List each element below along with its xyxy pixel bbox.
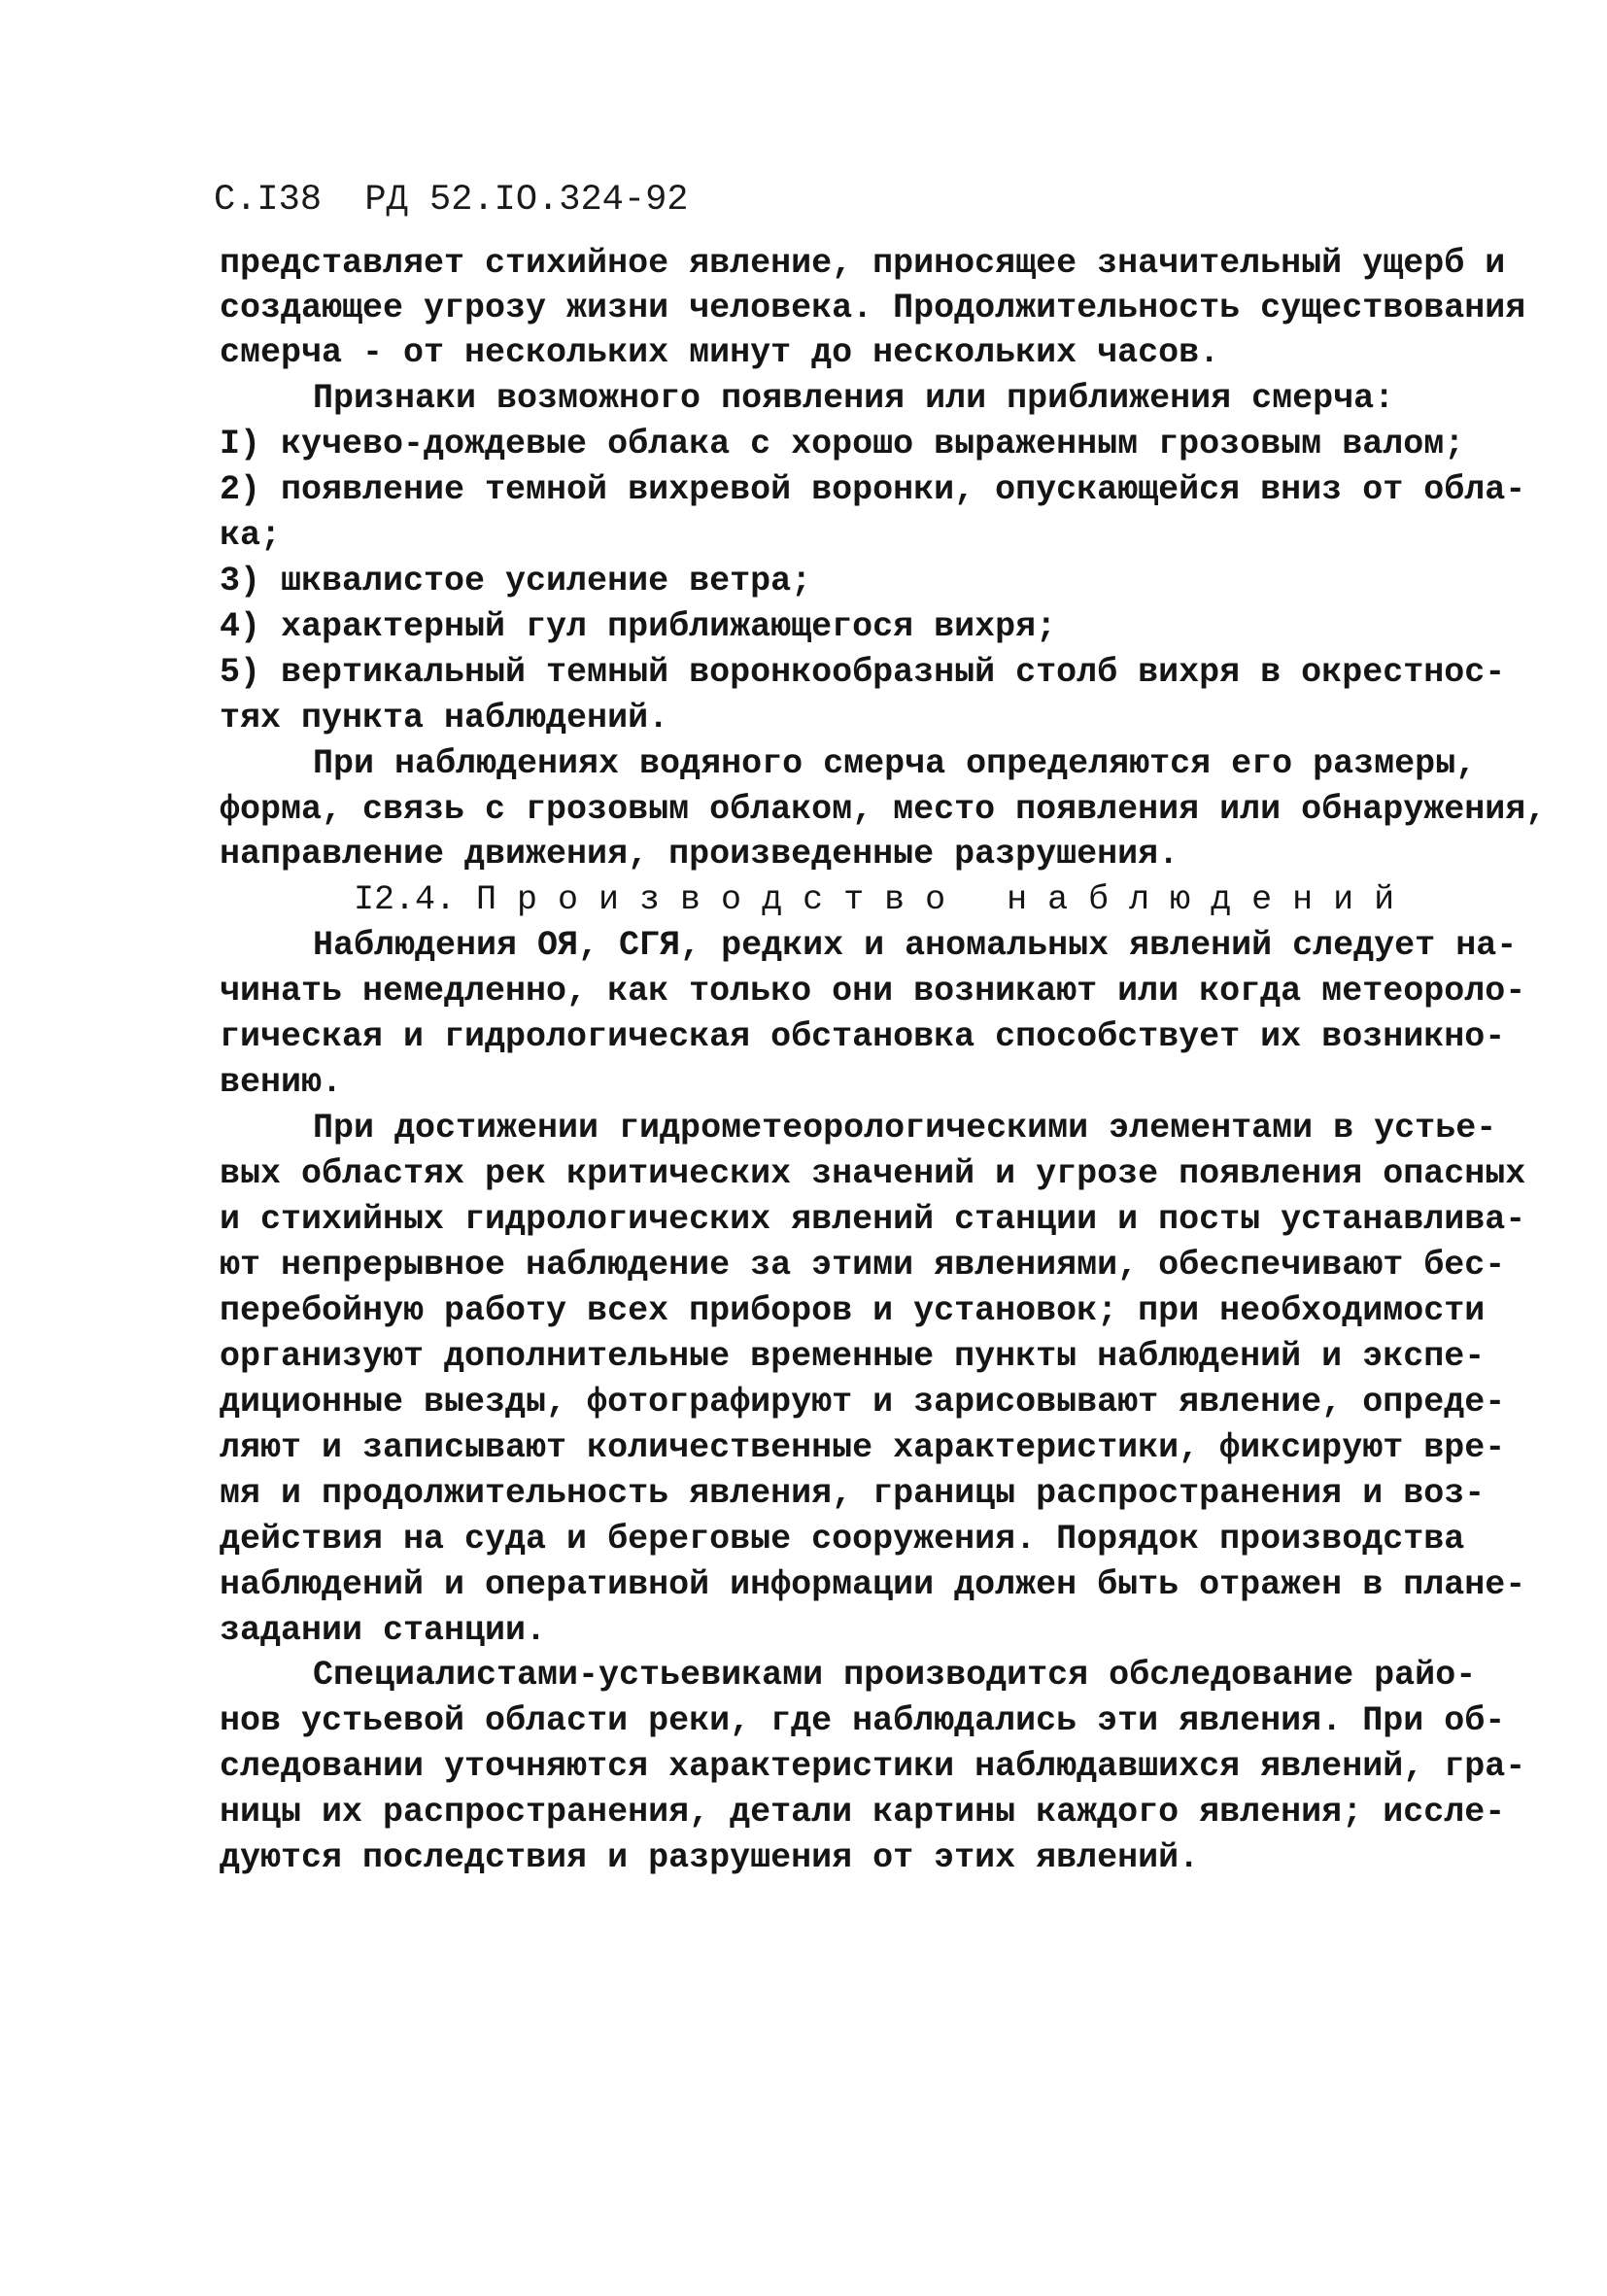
text-line: организуют дополнительные временные пункты наблюдений и экспе- (220, 1337, 1486, 1376)
text-line: и стихийных гидрологических явлений станции и посты устанавлива- (220, 1200, 1526, 1239)
text-line: перебойную работу всех приборов и установок; при необходимости (220, 1291, 1486, 1330)
text-line: вению. (220, 1063, 343, 1102)
text-line: диционные выезды, фотографируют и зарисовывают явление, опреде- (220, 1383, 1506, 1422)
text-line: Наблюдения ОЯ, СГЯ, редких и аномальных явлений следует на- (313, 926, 1518, 965)
text-line: создающее угрозу жизни человека. Продолжительность существования (220, 289, 1526, 327)
section-heading: I2.4. П р о и з в о д с т в о н а б л ю д е н и й (354, 880, 1395, 919)
text-line: задании станции. (220, 1611, 547, 1650)
text-line: 3) шквалистое усиление ветра; (220, 562, 812, 600)
text-line: ка; (220, 516, 282, 555)
text-line: 4) характерный гул приближающегося вихря; (220, 607, 1057, 646)
text-line: наблюдений и оперативной информации должен быть отражен в плане- (220, 1565, 1526, 1604)
text-line: направление движения, произведенные разрушения. (220, 835, 1180, 874)
text-line: ницы их распространения, детали картины каждого явления; иссле- (220, 1793, 1506, 1832)
text-line: смерча - от нескольких минут до нескольких часов. (220, 333, 1220, 372)
text-line: гическая и гидрологическая обстановка способствует их возникно- (220, 1017, 1506, 1056)
text-line: представляет стихийное явление, приносящее значительный ущерб и (220, 244, 1506, 283)
text-line: При достижении гидрометеорологическими элементами в устье- (313, 1109, 1497, 1148)
text-line: действия на суда и береговые сооружения. Порядок производства (220, 1520, 1465, 1559)
text-line: вых областях рек критических значений и угрозе появления опасных (220, 1154, 1526, 1193)
text-line: чинать немедленно, как только они возникают или когда метеороло- (220, 972, 1526, 1011)
text-line: мя и продолжительность явления, границы распространения и воз- (220, 1474, 1486, 1513)
text-line: 2) появление темной вихревой воронки, опускающейся вниз от обла- (220, 470, 1526, 509)
text-line: При наблюдениях водяного смерча определяются его размеры, (313, 744, 1477, 783)
text-line: дуются последствия и разрушения от этих явлений. (220, 1838, 1200, 1877)
text-line: 5) вертикальный темный воронкообразный столб вихря в окрестнос- (220, 653, 1506, 692)
text-line: ляют и записывают количественные характеристики, фиксируют вре- (220, 1428, 1506, 1467)
text-line: форма, связь с грозовым облаком, место появления или обнаружения, (220, 790, 1547, 829)
text-line: нов устьевой области реки, где наблюдались эти явления. При об- (220, 1701, 1506, 1740)
text-line: следовании уточняются характеристики наблюдавшихся явлений, гра- (220, 1747, 1526, 1786)
text-line: ют непрерывное наблюдение за этими явлениями, обеспечивают бес- (220, 1246, 1506, 1285)
text-line: Признаки возможного появления или приближения смерча: (313, 379, 1395, 418)
text-line: тях пункта наблюдений. (220, 699, 669, 737)
text-line: I) кучево-дождевые облака с хорошо выраженным грозовым валом; (220, 425, 1465, 463)
page-header: С.I38 РД 52.IO.324-92 (214, 180, 689, 221)
text-line: Специалистами-устьевиками производится обследование райо- (313, 1656, 1477, 1695)
